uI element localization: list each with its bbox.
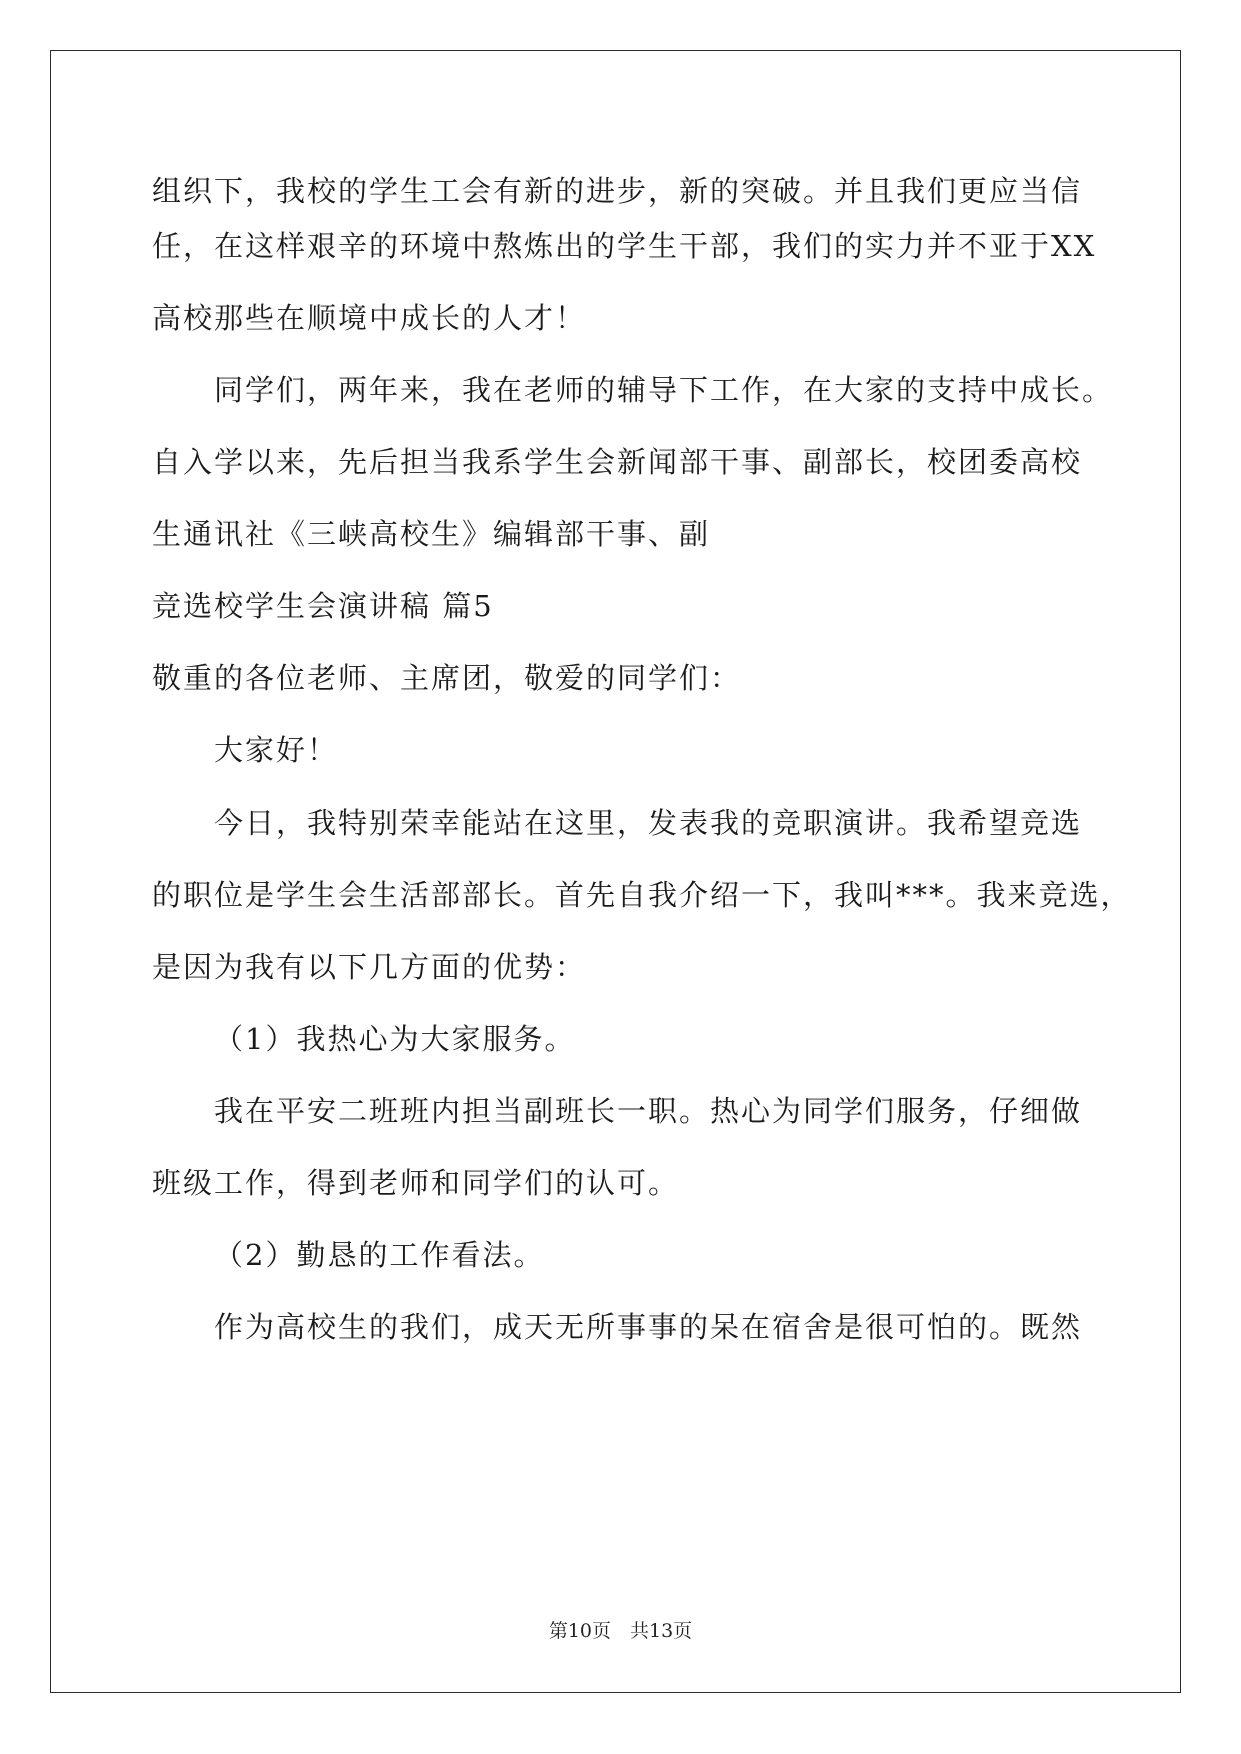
body-line-3: 高校那些在顺境中成长的人才！ [152,301,587,335]
page-number-footer [0,1619,1241,1643]
salutation-line: 敬重的各位老师、主席团，敬爱的同学们： [152,661,742,695]
greeting-line: 大家好！ [214,733,339,767]
body-line-11: 的职位是学生会生活部部长。首先自我介绍一下，我叫***。我来竞选， [152,878,1132,912]
section-heading: 竞选校学生会演讲稿 篇5 [152,589,494,623]
body-line-10: 今日，我特别荣幸能站在这里，发表我的竞职演讲。我希望竞选 [214,806,1083,840]
body-line-1: 组织下，我校的学生工会有新的进步，新的突破。并且我们更应当信 [152,174,1083,208]
body-line-15: 班级工作，得到老师和同学们的认可。 [152,1166,680,1200]
body-line-6: 生通讯社《三峡高校生》编辑部干事、副 [152,517,711,551]
body-line-12: 是因为我有以下几方面的优势： [152,950,587,984]
page-number-label: 第10页 共13页 [548,1620,693,1642]
body-line-2: 任，在这样艰辛的环境中熬炼出的学生干部，我们的实力并不亚于XX [152,229,1097,263]
body-line-17: 作为高校生的我们，成天无所事事的呆在宿舍是很可怕的。既然 [214,1310,1083,1344]
page-frame [50,50,1181,1693]
body-line-14: 我在平安二班班内担当副班长一职。热心为同学们服务，仔细做 [214,1094,1083,1128]
point-1-heading: （1）我热心为大家服务。 [214,1022,576,1056]
body-line-4: 同学们，两年来，我在老师的辅导下工作，在大家的支持中成长。 [214,373,1114,407]
point-2-heading: （2）勤恳的工作看法。 [214,1238,545,1272]
body-line-5: 自入学以来，先后担当我系学生会新闻部干事、副部长，校团委高校 [152,445,1083,479]
